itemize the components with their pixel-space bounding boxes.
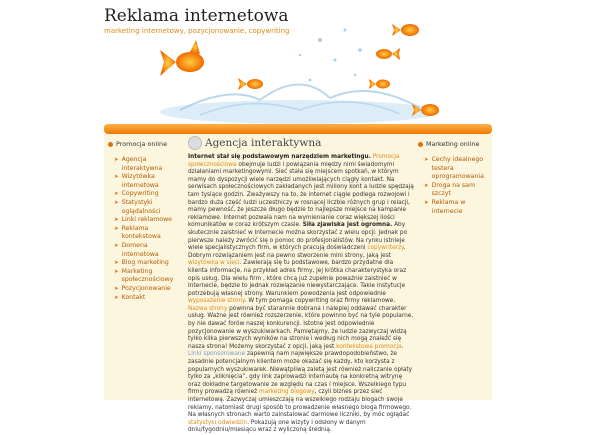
bullet-icon <box>108 142 113 147</box>
site-tagline: marketing internetowy, pozycjonowanie, copywriting <box>104 27 290 35</box>
right-sidebar-heading: Marketing online <box>418 140 490 148</box>
left-sidebar-heading: Promocja online <box>108 140 184 148</box>
link-promocja[interactable]: Promocja społecznościowa <box>188 154 400 168</box>
arrow-right-icon: ➤ <box>114 242 119 249</box>
link-nazwa[interactable]: Nazwa strony <box>188 305 228 312</box>
link-blogowy[interactable]: marketing blogowy <box>259 389 315 396</box>
left-sidebar <box>108 140 184 302</box>
right-sidebar <box>418 140 490 216</box>
arrow-right-icon: ➤ <box>114 157 119 163</box>
arrow-right-icon: ➤ <box>114 191 119 198</box>
right-nav-list <box>418 156 490 216</box>
right-item-cechy[interactable]: ➤ Cechy idealnego testera oprogramowania <box>424 156 484 181</box>
link-kontekstowa[interactable]: kontekstowa promocja <box>336 343 402 350</box>
arrow-right-icon: ➤ <box>114 294 119 301</box>
post-body: Internet stał się podstawowym narzędziem marketingu. Promocja społecznościowa obejmuje ludzi i powiązania między nimi świadomymi działaniami marketingowymi. Sieć stała się miejscem spotkań, w którym mamy do dyspozycji wiele narzędzi umożliwiających ciągły kontakt. Na serwisach społecznościowych zakładanych jest miliony kont a ludzie spędzają tam tysiące godzin. Zważywszy na to, że internet ciągle podlega rozwojowi i bardzo duża część ludzi uczestniczy w rosnącej liczbie różnych grup i relacji, mamy pewność, że jeszcze długo będzie to najlepsze miejsce na kampanie reklamowe. Internet pozwala nam na wymienianie coraz większej ilości komunikatów w coraz krótszym czasie. Siła zjawiska jest ogromna. Aby skutecznie zaistnieć w Internecie można skorzystać z wielu opcji. Jednak po pierwsze należy zwrócić się o pomoc do profesjonalistów. Na rynku istnieje wiele specjalistycznych firm, w których pracują doświadczeni copywriterzy. Dobrym rozwiązaniem jest na pewno stworzenie mini strony, jaką jest wizytówka w sieci. Zawierają się tu podstawowe, bardzo przydatne dla klienta informacje, na przykład adres firmy, jej krótka charakterystyka oraz opis usług. Dla wielu firm , które chcą już zupełnie poważnie zaistnieć w Internecie, będzie to jednak rozwiązanie niewystarczające. Takie instytucje potrzebują własnej strony. Warunkiem powodzenia jest odpowiednie wyposażenie strony. W tym pomaga copywriting oraz firmy reklamowe. Nazwa strony powinna być starannie dobrana i nalepiej oddawać charakter usług. Ważne jest również rozszerzenie, które powinno być na tyle popularne, by nie dawać forów naszej konkurencji. Istotne jest odpowiednie pozycjonowanie w wyszukiwarkach. Pamiętajmy, że ludzie zazwyczaj widzą tylko kilka pierwszych wyników na stronie i według nich mogą znaleźć się nasza strona! Możemy skorzystać z opcji, jaką jest kontekstowa promocja. Linki sponsorowane zapewnią nam największe prawdopodobieństwo, że zasadnie potencjalnym klientem może okazać się każdy, kto korzysta z popularnych wyszukiwarek. Niewątpliwą zaletą jest również naliczanie opłaty tylko za „kliknięcia”, gdy link zaprowadzi internautę na konkretną witrynę oraz dokładne targetowanie ze względu na czas i miejsce. Wszelkiego typu firmy prowadzą również marketing blogowy, czyli biznes przez sieć internetową. Zazwyczaj umieszczają na wszelkiego rodzaju blogach swoje reklamy, natomiast drugi sposób to prowadzenie własnego bloga firmowego. Na własnych stronach warto zainstalować darmowe liczniki, by móc oglądać statystyki odwiedzin. Pokazują one wizyty i odsłony w danym dniu/tygodniu/miesiącu wraz z wyliczoną średnią. <box>188 154 414 434</box>
nav-item-kontakt[interactable]: ➤ Kontakt <box>114 293 146 301</box>
main-content <box>188 136 414 435</box>
arrow-right-icon: ➤ <box>114 174 119 181</box>
link-wyposazenie[interactable]: wyposażenie strony <box>188 298 245 305</box>
link-wizytowka[interactable]: wizytówka w sieci <box>188 260 240 267</box>
arrow-right-icon: ➤ <box>114 199 119 206</box>
link-copywriterzy[interactable]: copywriterzy <box>367 245 404 252</box>
right-item-droga[interactable]: ➤ Droga na sam szczyt <box>424 181 475 198</box>
nav-item-statystyki[interactable]: ➤ Statystyki oglądalności <box>114 198 161 215</box>
arrow-right-icon: ➤ <box>424 157 429 163</box>
nav-item-blog[interactable]: ➤ Blog marketing <box>114 259 169 267</box>
arrow-right-icon: ➤ <box>424 182 429 189</box>
nav-item-marketing-spol[interactable]: ➤ Marketing społecznościowy <box>114 267 174 284</box>
left-nav-list <box>108 156 184 302</box>
right-item-reklama[interactable]: ➤ Reklama w internecie <box>424 198 466 215</box>
arrow-right-icon: ➤ <box>114 225 119 232</box>
nav-item-wizytowka[interactable]: ➤ Wizytówka internetowa <box>114 173 159 189</box>
arrow-right-icon: ➤ <box>424 199 429 206</box>
nav-item-domena[interactable]: ➤ Domena internetowa <box>114 241 159 258</box>
banner-bar <box>104 124 492 134</box>
nav-item-pozycjonowanie[interactable]: ➤ Pozycjonowanie <box>114 284 171 292</box>
link-statystyki[interactable]: statystyki odwiedzin <box>188 419 248 426</box>
arrow-right-icon: ➤ <box>114 268 119 275</box>
site-header <box>0 0 600 130</box>
content-area <box>104 134 492 434</box>
post-bullet-icon <box>188 136 202 150</box>
arrow-right-icon: ➤ <box>114 285 119 292</box>
arrow-right-icon: ➤ <box>114 260 119 267</box>
nav-item-copywriting[interactable]: ➤ Copywriting <box>114 190 159 198</box>
link-sponsorowane[interactable]: Linki sponsorowane <box>188 351 246 358</box>
nav-item-agencja[interactable]: ➤ Agencja interaktywna <box>114 156 163 172</box>
goldfish-splash-illustration <box>0 0 600 130</box>
post-title[interactable]: Agencja interaktywna <box>205 137 322 149</box>
nav-item-reklama-kontekstowa[interactable]: ➤ Reklama kontekstowa <box>114 224 161 241</box>
bullet-icon <box>418 142 423 147</box>
nav-item-linki[interactable]: ➤ Linki reklamowe <box>114 216 172 224</box>
post-header <box>188 136 414 150</box>
arrow-right-icon: ➤ <box>114 217 119 224</box>
site-title[interactable]: Reklama internetowa <box>104 6 289 26</box>
